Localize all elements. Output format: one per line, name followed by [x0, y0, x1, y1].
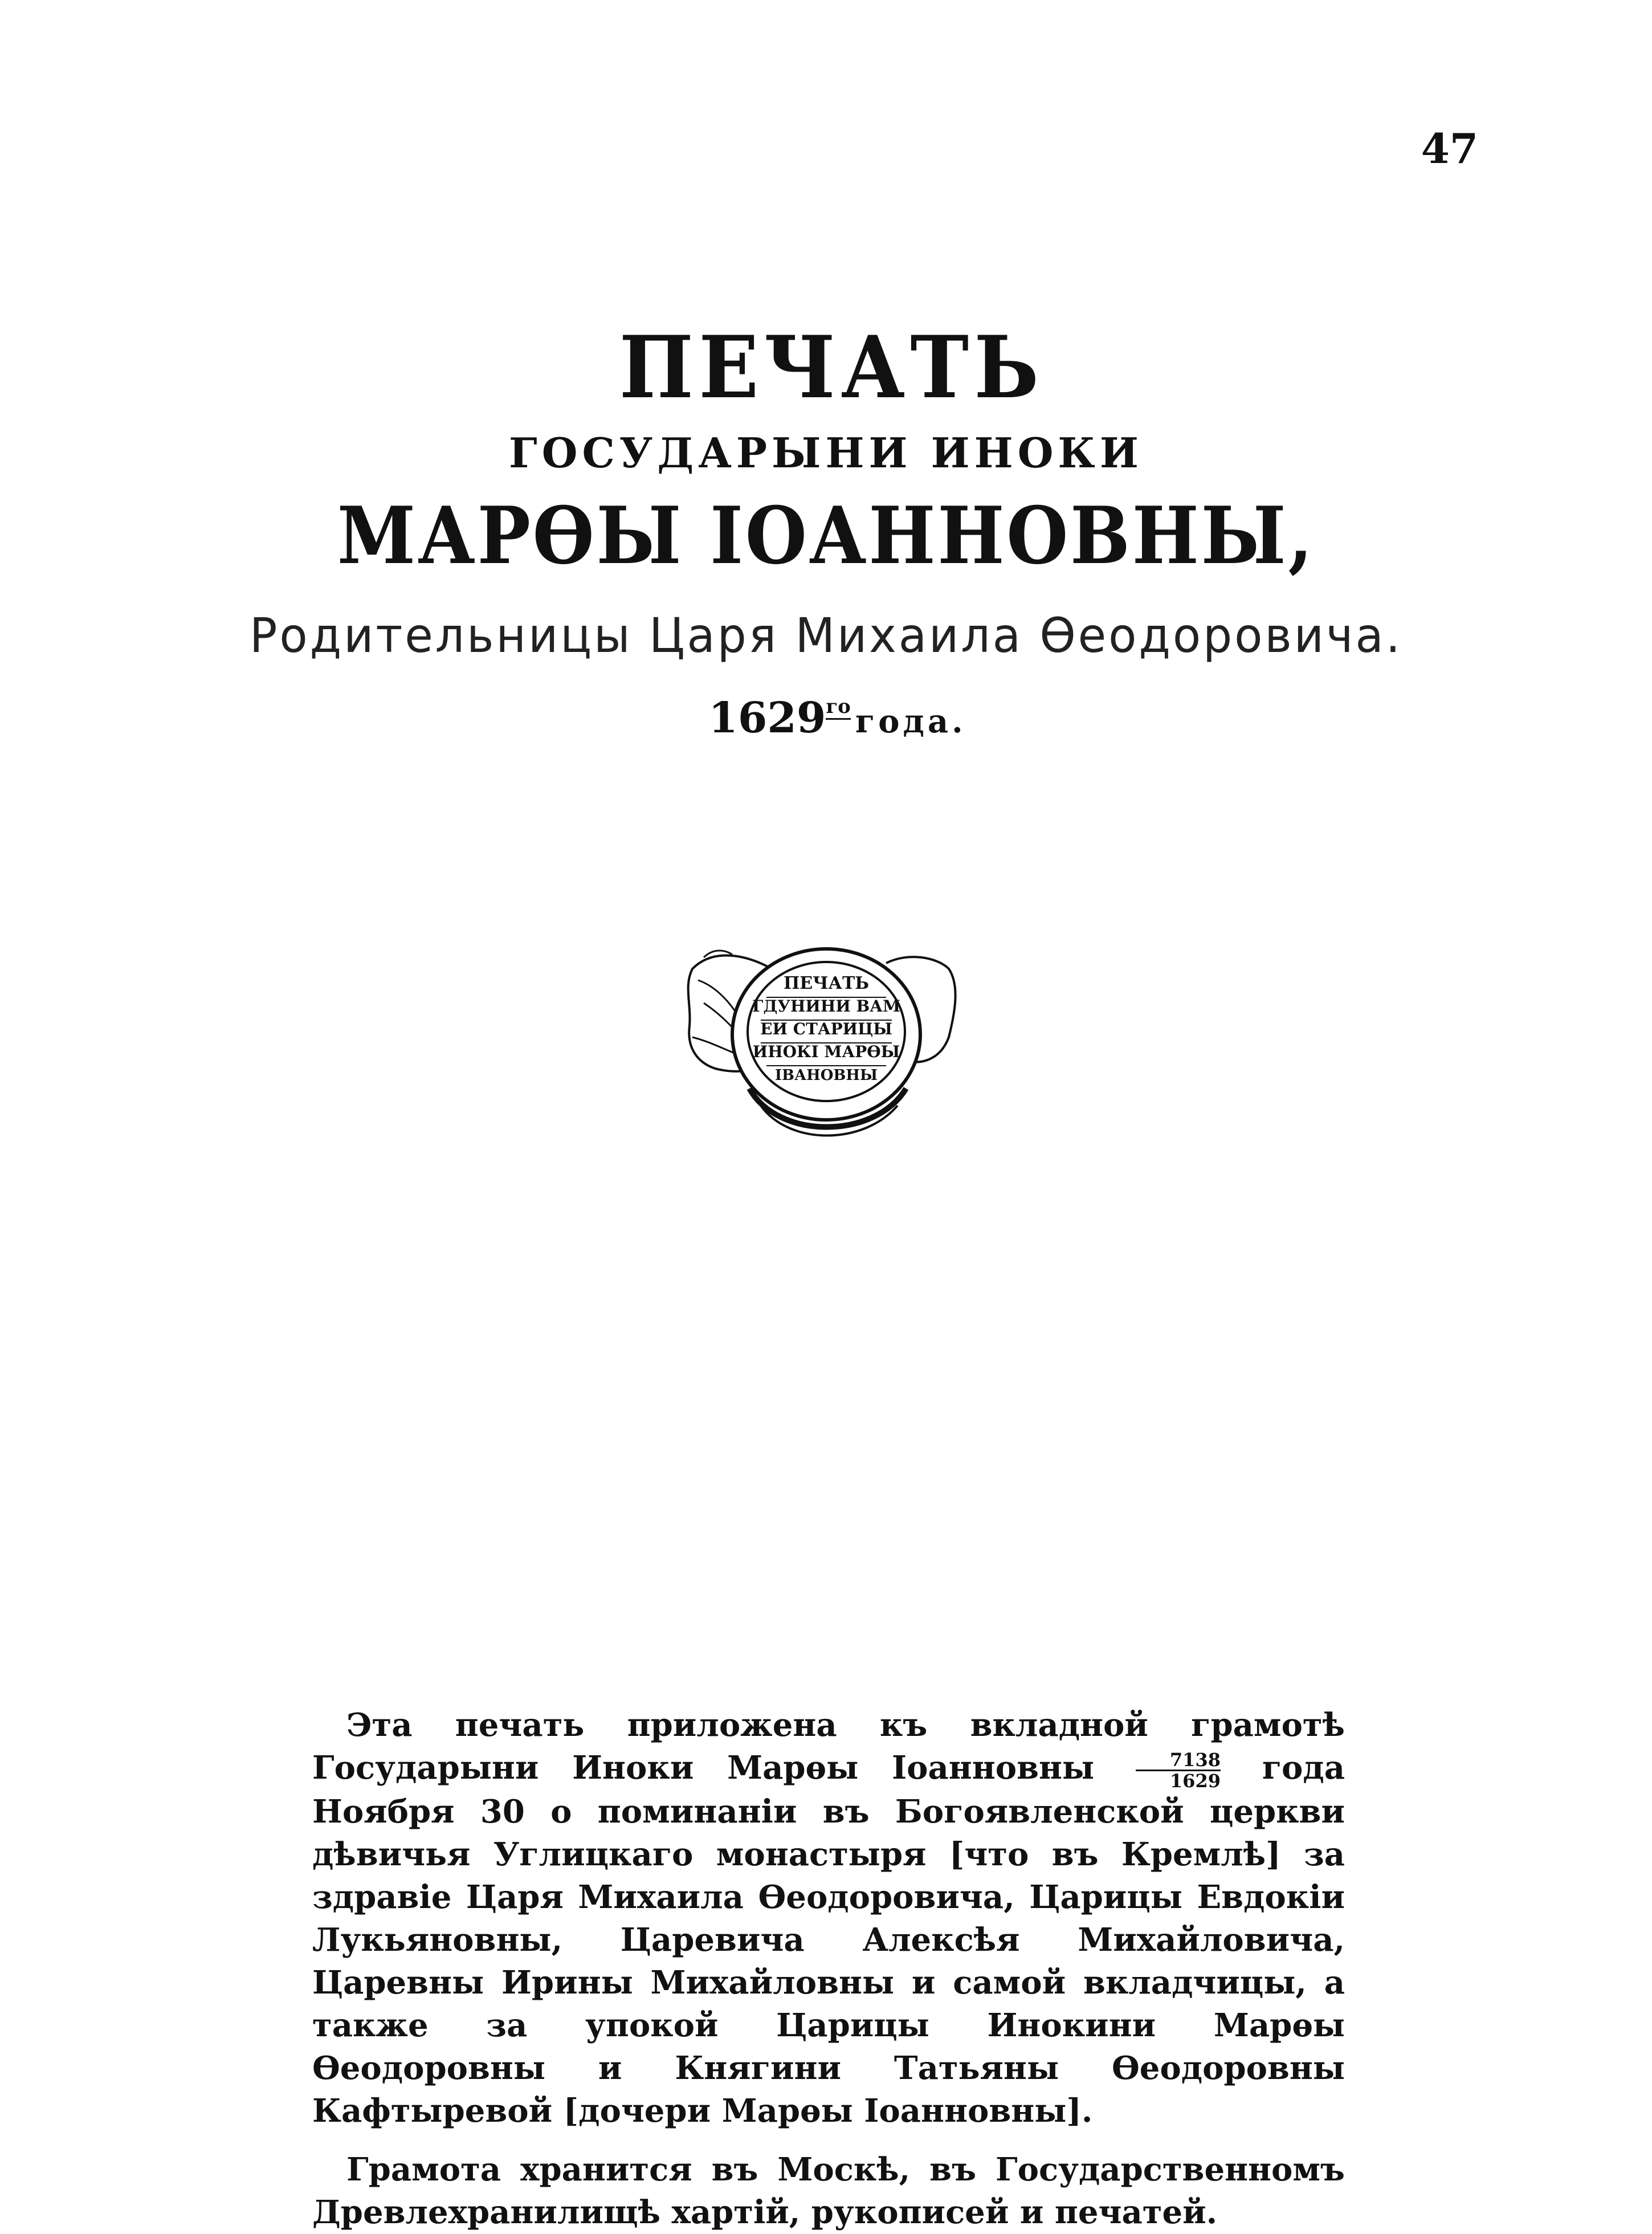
fraction-denominator: 1629 [1169, 1770, 1221, 1792]
year-word: года. [855, 703, 966, 740]
year-fraction [1136, 1750, 1221, 1791]
seal-line-4: ИНОКІ МАРѲЫ [752, 1042, 900, 1061]
body-text [312, 1704, 1345, 2234]
title-subheading: ГОСУДАРЫНИ ИНОКИ [509, 429, 1143, 477]
paragraph-2: Грамота хранится въ Москѣ, въ Государственномъ Древлехранилищѣ хартій, рукописей и печатей. [312, 2150, 1345, 2231]
title-year [23, 690, 1652, 750]
seal-line-3: ЕИ СТАРИЦЫ [760, 1020, 892, 1038]
title-heading: ПЕЧАТЬ [619, 317, 1045, 418]
seal-line-5: ІВАНОВНЫ [774, 1067, 878, 1084]
paragraph-1-end: года Ноября 30 о поминаніи въ Богоявленской церкви дѣвичья Углицкаго монастыря [что въ Кремлѣ] за здравіе Царя Михаила Ѳеодоровича, Царицы Евдокіи Лукьяновны, Царевича Алексѣя Михайловича, Царевны Ирины Михайловны и самой вкладчицы, а также за упокой Царицы Инокини Марѳы Ѳеодоровны и Княгини Татьяны Ѳеодоровны Кафтыревой [дочери Марѳы Іоанновны]. [312, 1749, 1345, 2130]
title-block [0, 319, 1652, 750]
year-number: 1629 [708, 694, 826, 743]
seal-line-1: ПЕЧАТЬ [783, 973, 870, 993]
page-number: 47 [1421, 124, 1478, 173]
title-relation: Родительницы Царя Михаила Ѳеодоровича. [249, 608, 1403, 663]
fraction-numerator: 7138 [1136, 1750, 1221, 1771]
title-name: МАРѲЫ ІОАННОВНЫ, [337, 489, 1315, 582]
seal-line-2: ГДУНИНИ ВАМ [752, 997, 900, 1016]
paragraph-1 [312, 1704, 1345, 2133]
paragraph-1-start: Эта печать приложена къ вкладной грамотѣ Государыни Иноки Марѳы Іоанновны [312, 1706, 1345, 1787]
seal-image [681, 935, 966, 1174]
year-suffix: го [826, 695, 851, 720]
